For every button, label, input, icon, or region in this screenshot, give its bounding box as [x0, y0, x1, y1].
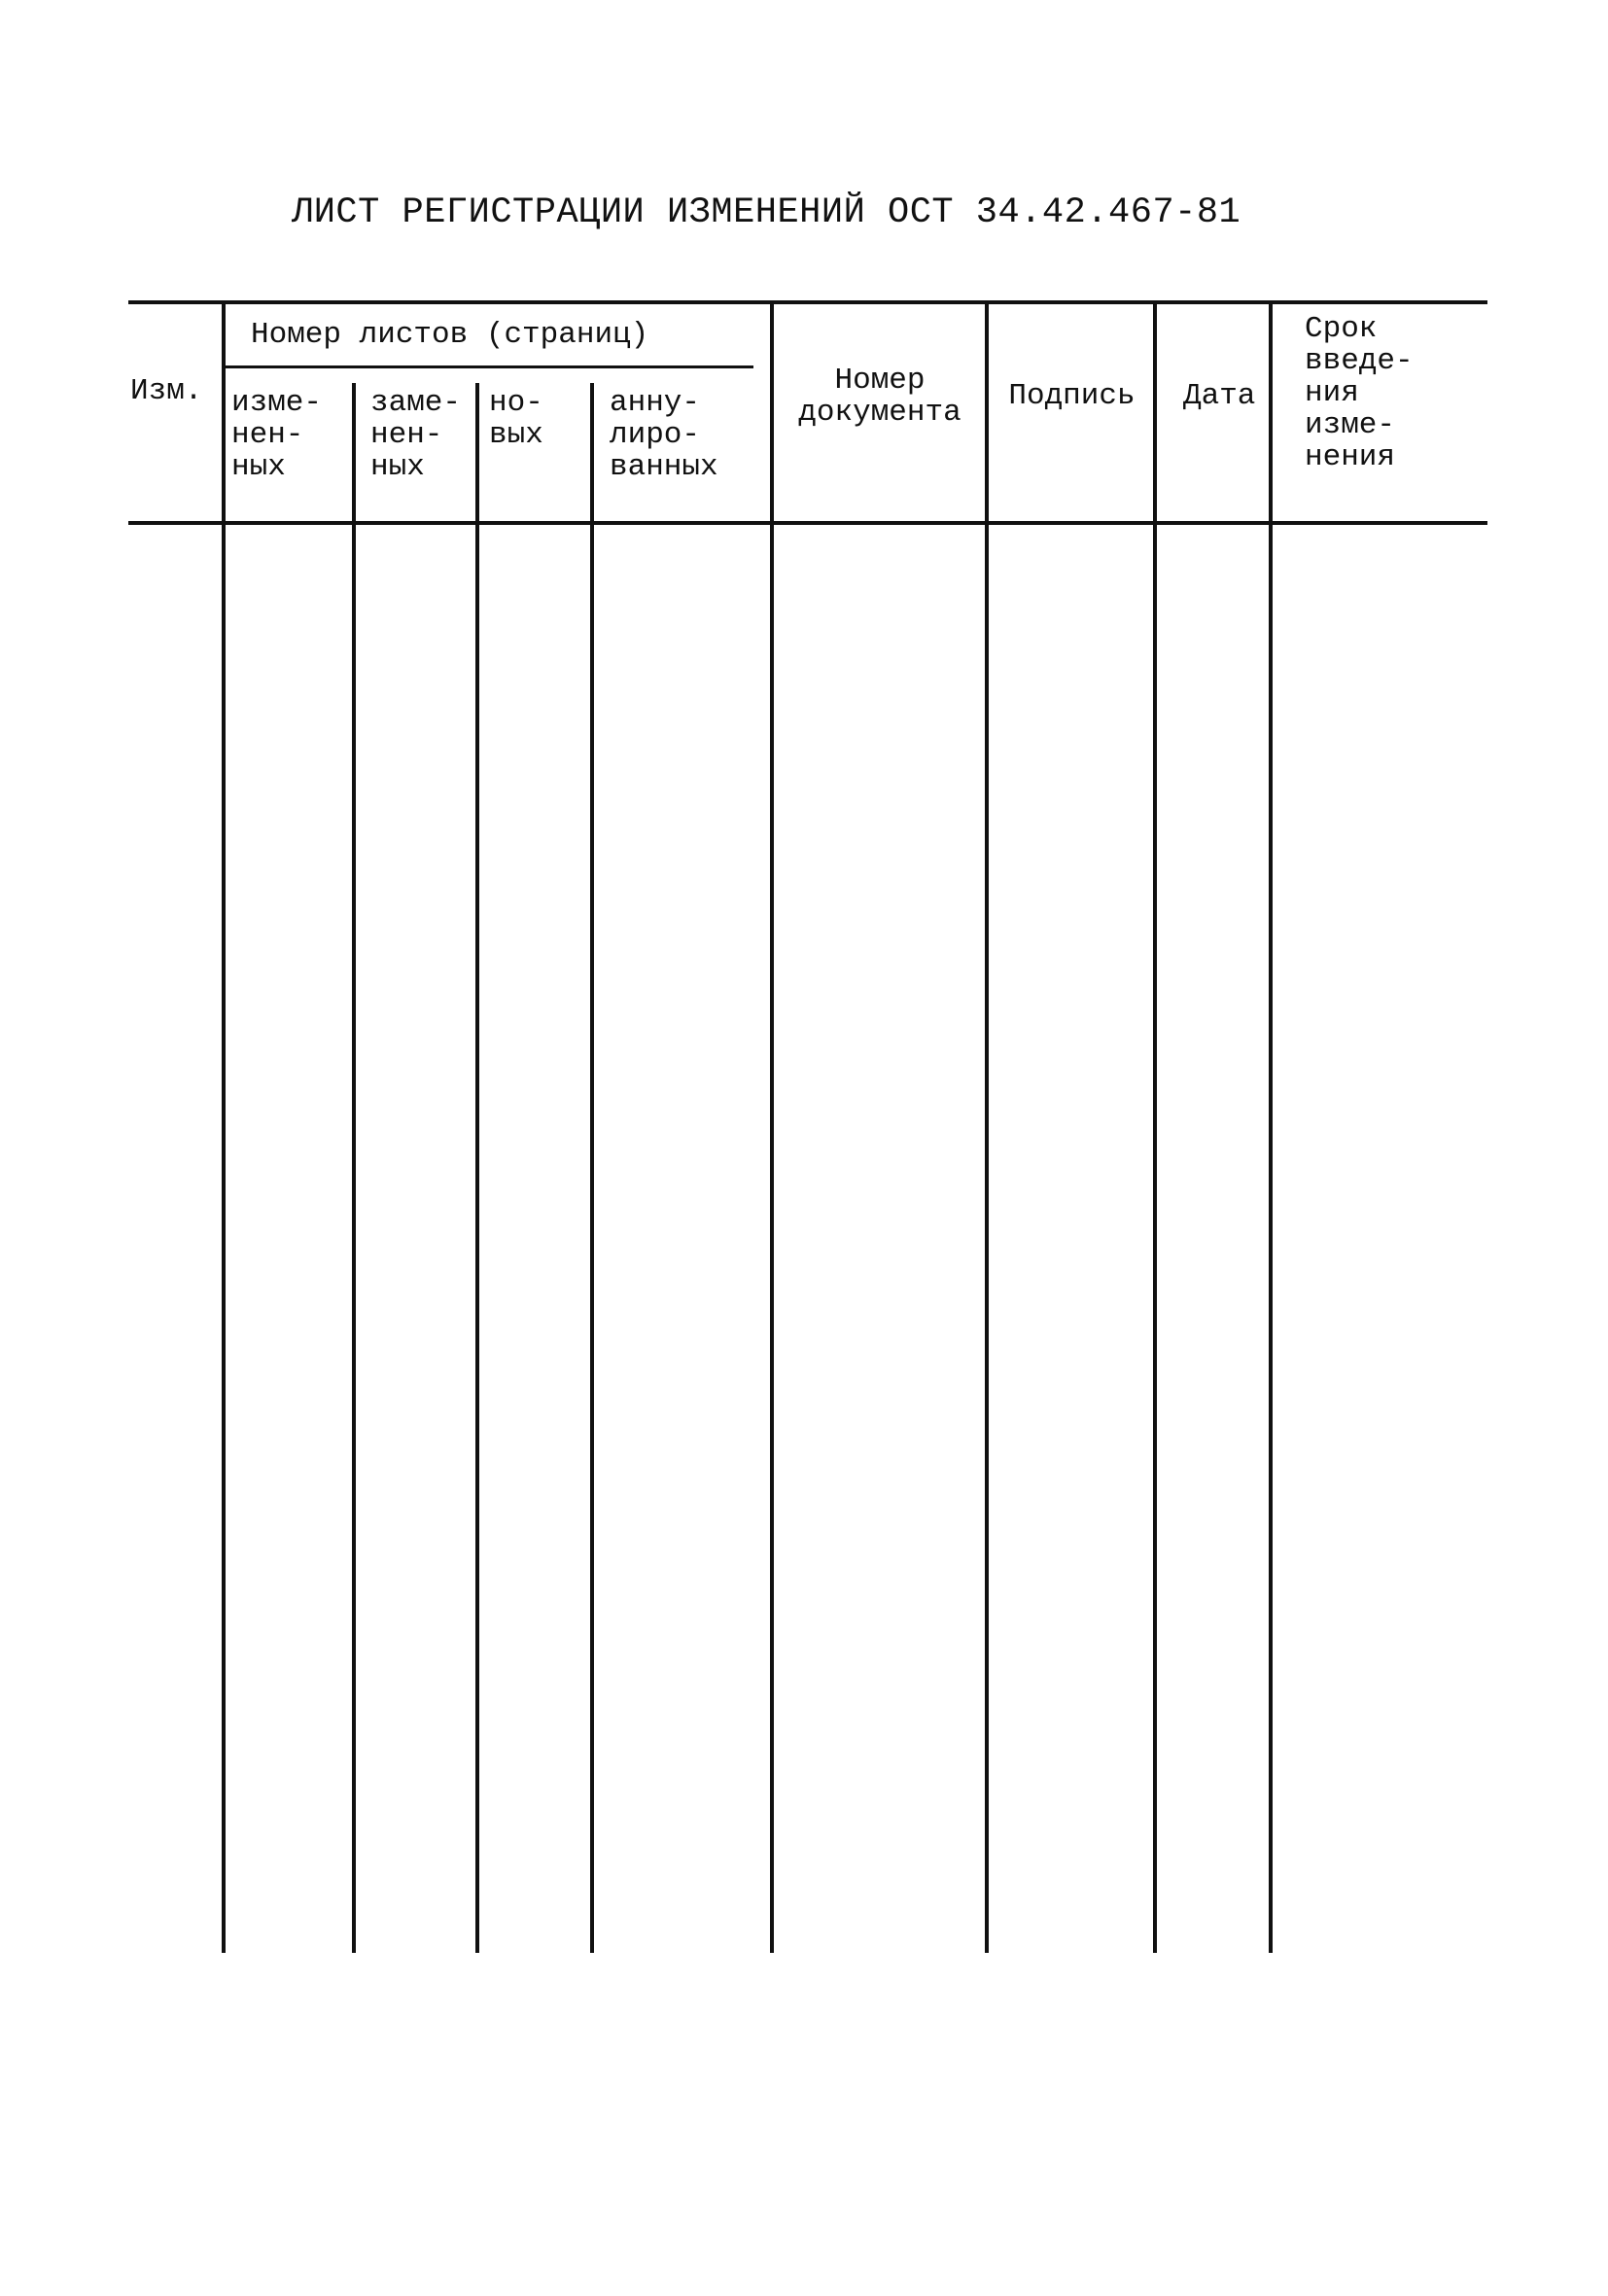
column-divider-5	[770, 300, 774, 1953]
header-new: но- вых	[489, 386, 543, 452]
header-replaced: заме- нен- ных	[370, 386, 462, 484]
group-header-rule	[224, 365, 753, 368]
column-divider-2	[352, 383, 356, 1953]
column-divider-8	[1269, 300, 1273, 1953]
header-revision: Изм.	[130, 374, 203, 408]
header-annulled: анну- лиро- ванных	[610, 386, 718, 484]
header-bottom-rule	[128, 521, 1487, 525]
header-document-number: Номер документа	[798, 364, 961, 430]
header-signature: Подпись	[1008, 379, 1136, 413]
table-top-rule	[128, 300, 1487, 304]
header-changed: изме- нен- ных	[231, 386, 323, 484]
header-date: Дата	[1183, 379, 1256, 413]
column-divider-4	[590, 383, 594, 1953]
column-divider-3	[475, 383, 479, 1953]
column-divider-7	[1153, 300, 1157, 1953]
column-divider-6	[985, 300, 989, 1953]
page-title: ЛИСТ РЕГИСТРАЦИИ ИЗМЕНЕНИЙ ОСТ 34.42.467-81	[292, 192, 1241, 233]
header-implementation-date: Срок введе- ния изме- нения	[1305, 312, 1414, 474]
column-divider-1	[222, 300, 226, 1953]
header-sheet-numbers: Номер листов (страниц)	[251, 318, 649, 352]
